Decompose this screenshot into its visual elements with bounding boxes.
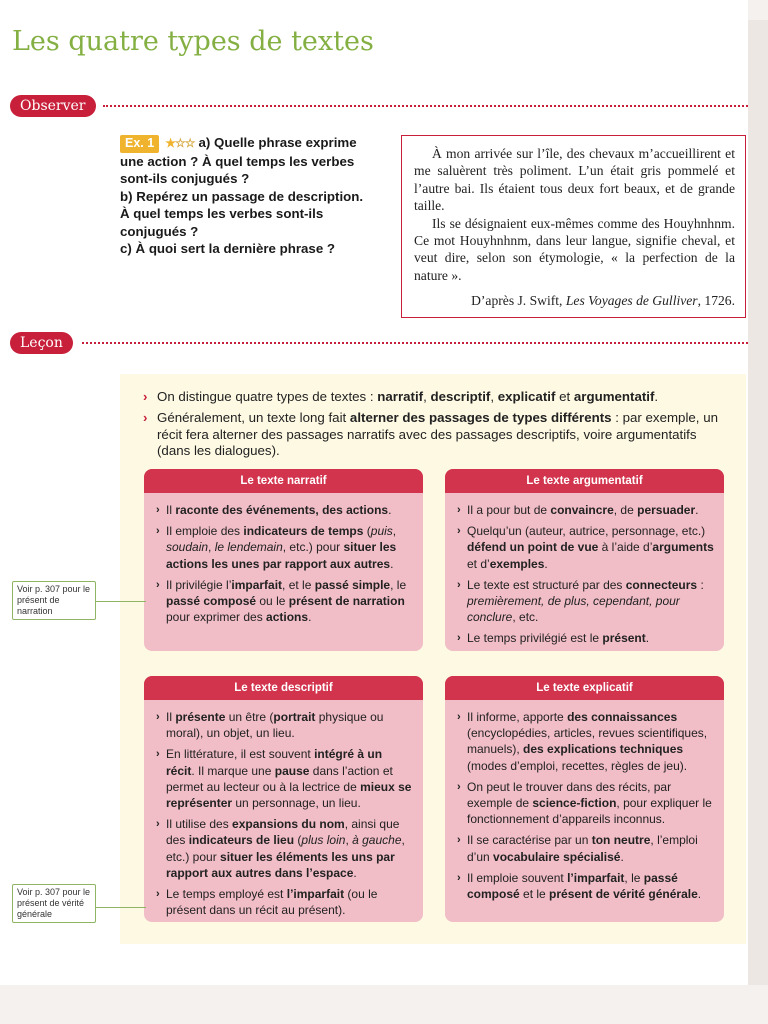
intro-point-1: › On distingue quatre types de textes : narratif, descriptif, explicatif et argumentatif.	[143, 389, 659, 404]
margin-note-verite-generale: Voir p. 307 pour le présent de vérité générale	[12, 884, 96, 923]
list-item: › Il se caractérise par un ton neutre, l’emploi d’un vocabulaire spécialisé.	[457, 833, 698, 864]
card-descriptif-title: Le texte descriptif	[144, 676, 423, 700]
card-argumentatif-title: Le texte argumentatif	[445, 469, 724, 493]
card-narratif	[144, 469, 423, 651]
page-title: Les quatre types de textes	[12, 26, 374, 57]
exercise-question	[120, 134, 372, 258]
list-item: › Il informe, apporte des connaissances (encyclopédies, articles, revues scientifiques, manuels), des explications techniques (modes d’emploi, recettes, règles de jeu).	[457, 710, 708, 773]
list-item: › Le temps privilégié est le présent.	[457, 631, 650, 646]
list-item: › Quelqu’un (auteur, autrice, personnage, etc.) défend un point de vue à l’aide d’arguments et d’exemples.	[457, 524, 714, 571]
card-explicatif-title: Le texte explicatif	[445, 676, 724, 700]
observer-tag: Observer	[10, 95, 96, 117]
list-item: › Il présente un être (portrait physique ou moral), un objet, un lieu.	[156, 710, 384, 741]
excerpt-paragraph-1: À mon arrivée sur l’île, des chevaux m’accueillirent et me saluèrent très poliment. L’un était gris pommelé et l’autre bai. Ils étaient tous deux fort beaux, et de grande taille.	[414, 146, 735, 214]
excerpt-source: D’après J. Swift, Les Voyages de Gulliver, 1726.	[471, 293, 735, 309]
card-descriptif	[144, 676, 423, 922]
list-item: › Le texte est structuré par des connecteurs : premièrement, de plus, cependant, pour conclure, etc.	[457, 577, 704, 625]
excerpt-paragraph-2: Ils se désignaient eux-mêmes comme des Houyhnhnm. Ce mot Houyhnhnm, dans leur langue, signifie cheval, et veut dire, selon son étymologie, « la perfection de la nature ».	[414, 215, 735, 283]
difficulty-stars-icon: ★☆☆	[165, 136, 195, 150]
list-item: › Il a pour but de convaincre, de persuader.	[457, 503, 699, 517]
list-item: › Il utilise des expansions du nom, ainsi que des indicateurs de lieu (plus loin, à gauche, etc.) pour situer les éléments les uns par rapport aux autres dans l’espace.	[156, 817, 405, 880]
list-item: › Il emploie souvent l’imparfait, le passé composé et le présent de vérité générale.	[457, 870, 702, 902]
list-item: › On peut le trouver dans des récits, par exemple de science-fiction, pour expliquer le fonctionnement d’appareils inconnus.	[457, 779, 712, 827]
lecon-divider	[82, 342, 748, 344]
list-item: › Le temps employé est l’imparfait (ou le présent dans un récit au présent).	[156, 887, 378, 918]
question-c: c) À quoi sert la dernière phrase ?	[120, 241, 336, 256]
exercise-badge: Ex. 1	[120, 135, 159, 153]
observer-divider	[103, 105, 748, 107]
question-b: b) Repérez un passage de description. À quel temps les verbes sont-ils conjugués ?	[120, 188, 364, 239]
note-connector	[96, 601, 146, 602]
card-argumentatif	[445, 469, 724, 651]
lesson-intro	[143, 389, 733, 464]
literary-excerpt	[401, 135, 746, 318]
list-item: › Il raconte des événements, des actions.	[156, 503, 392, 517]
card-narratif-title: Le texte narratif	[144, 469, 423, 493]
list-item: › Il privilégie l’imparfait, et le passé simple, le passé composé ou le présent de narration pour exprimer des actions.	[156, 577, 407, 625]
list-item: › En littérature, il est souvent intégré à un récit. Il marque une pause dans l’action et permet au lecteur ou à la lectrice de mieux se représenter un personnage, un lieu.	[156, 747, 412, 811]
lecon-tag: Leçon	[10, 332, 73, 354]
intro-point-2: › Généralement, un texte long fait alterner des passages de types différents : par exemple, un récit fera alterner des passages narratifs avec des passages descriptifs, voire argumentatifs (dans les dialogues).	[143, 409, 718, 459]
question-a: a) Quelle phrase exprime une action ? À quel temps les verbes sont-ils conjugués ?	[120, 135, 357, 186]
card-explicatif	[445, 676, 724, 922]
page-edge	[748, 20, 768, 985]
list-item: › Il emploie des indicateurs de temps (puis, soudain, le lendemain, etc.) pour situer les actions les unes par rapport aux autres.	[156, 524, 397, 571]
note-connector	[96, 907, 146, 908]
margin-note-narration: Voir p. 307 pour le présent de narration	[12, 581, 96, 620]
